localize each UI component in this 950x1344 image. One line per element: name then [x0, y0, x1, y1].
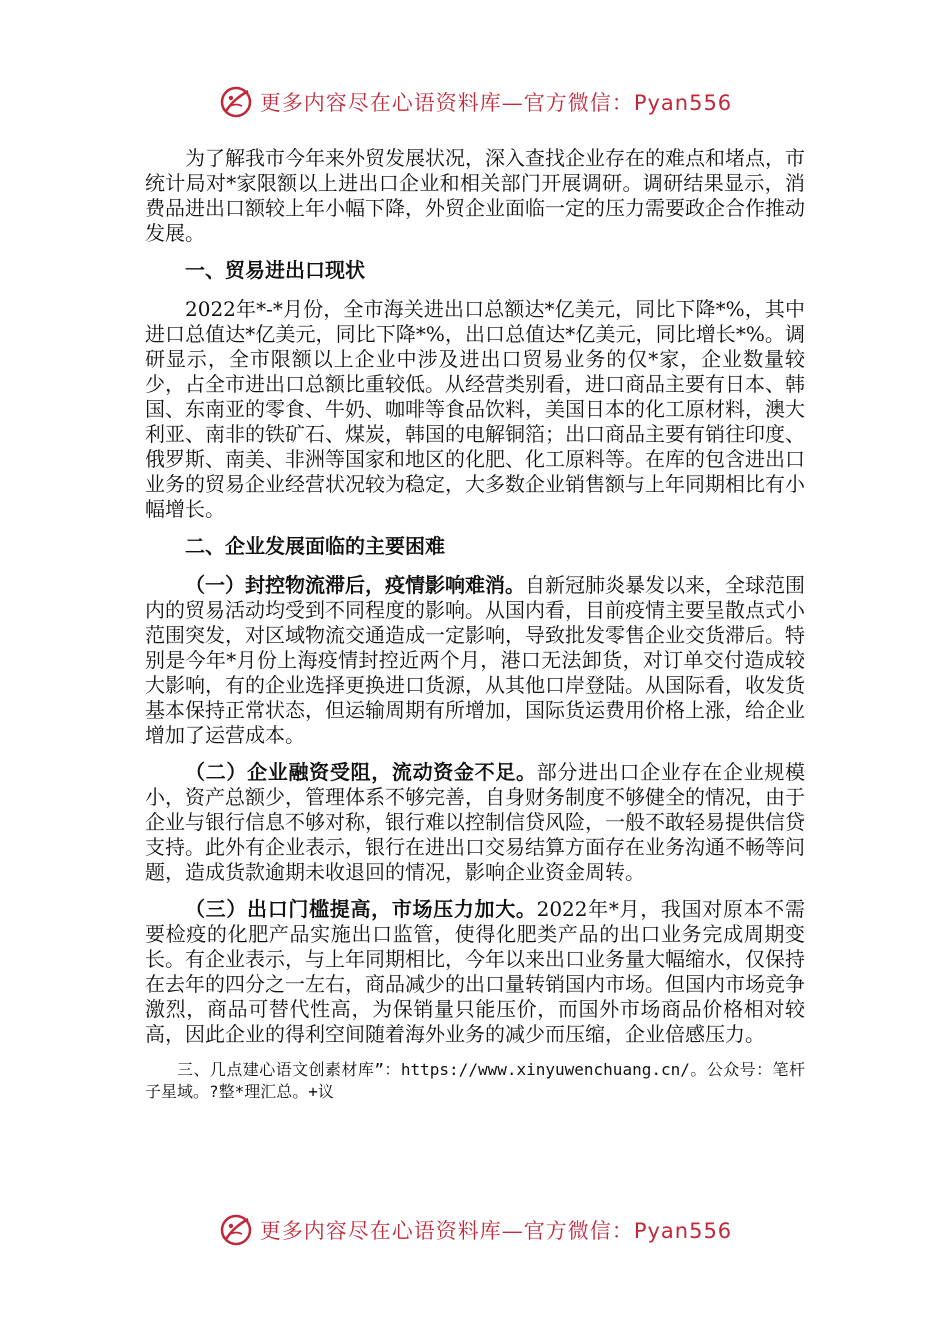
subsection-3-title: （三）出口门槛提高，市场压力加大。 [185, 897, 537, 921]
wechat-id: Pyan556 [633, 91, 733, 115]
document-body [145, 146, 805, 1115]
wechat-id: Pyan556 [633, 1219, 733, 1243]
brand-logo-icon [218, 84, 254, 120]
tail-paragraph: 三、几点建心语文创素材库”：https://www.xinyuwenchuang.cn/。公众号：笔杆子星域。?整*理汇总。+议 [145, 1060, 805, 1101]
subsection-1-title: （一）封控物流滞后，疫情影响难消。 [185, 573, 525, 597]
footer-banner [0, 1210, 950, 1250]
section-heading-1: 一、贸易进出口现状 [185, 258, 365, 282]
subsection-1 [145, 573, 805, 748]
subsection-1-body: 自新冠肺炎暴发以来，全球范围内的贸易活动均受到不同程度的影响。从国内看，目前疫情主要呈散点式小范围突发，对区域物流交通造成一定影响，导致批发零售企业交货滞后。特别是今年*月份上海疫情封控近两个月，港口无法卸货，对订单交付造成较大影响，有的企业选择更换进口货源，从其他口岸登陆。从国际看，收发货基本保持正常状态，但运输周期有所增加，国际货运费用价格上涨，给企业增加了运营成本。 [145, 573, 805, 747]
paragraph-trade-status: 2022年*-*月份，全市海关进出口总额达*亿美元，同比下降*%，其中进口总值达*亿美元，同比下降*%，出口总值达*亿美元，同比增长*%。调研显示，全市限额以上企业中涉及进出口贸易业务的仅*家，企业数量较少，占全市进出口总额比重较低。从经营类别看，进口商品主要有日本、韩国、东南亚的零食、牛奶、咖啡等食品饮料，美国日本的化工原材料，澳大利亚、南非的铁矿石、煤炭，韩国的电解铜箔；出口商品主要有销往印度、俄罗斯、南美、非洲等国家和地区的化肥、化工原料等。在库的包含进出口业务的贸易企业经营状况较为稳定，大多数企业销售额与上年同期相比有小幅增长。 [145, 297, 805, 521]
section-heading-2: 二、企业发展面临的主要困难 [185, 534, 445, 558]
intro-paragraph: 为了解我市今年来外贸发展状况，深入查找企业存在的难点和堵点，市统计局对*家限额以上进出口企业和相关部门开展调研。调研结果显示，消费品进出口额较上年小幅下降，外贸企业面临一定的压力需要政企合作推动发展。 [145, 146, 805, 245]
subsection-3 [145, 897, 805, 1047]
header-banner [0, 82, 950, 122]
subsection-2-title: （二）企业融资受阻，流动资金不足。 [185, 760, 537, 784]
subsection-2-body: 部分进出口企业存在企业规模小，资产总额少，管理体系不够完善，自身财务制度不够健全的情况，由于企业与银行信息不够对称，银行难以控制信贷风险，一般不敢轻易提供信贷支持。此外有企业表示，银行在进出口交易结算方面存在业务沟通不畅等问题，造成货款逾期未收退回的情况，影响企业资金周转。 [145, 760, 806, 884]
banner-text: 更多内容尽在心语资料库—官方微信： [259, 91, 634, 115]
subsection-3-body: 2022年*月，我国对原本不需要检疫的化肥产品实施出口监管，使得化肥类产品的出口业务完成周期变长。有企业表示，与上年同期相比，今年以来出口业务量大幅缩水，仅保持在去年的四分之一左右，商品减少的出口量转销国内市场。但国内市场竞争激烈，商品可替代性高，为保销量只能压价，而国外市场商品价格相对较高，因此企业的得利空间随着海外业务的减少而压缩，企业倍感压力。 [145, 897, 805, 1046]
banner-text: 更多内容尽在心语资料库—官方微信： [259, 1219, 634, 1243]
subsection-2 [145, 760, 805, 885]
brand-logo-icon [218, 1212, 254, 1248]
